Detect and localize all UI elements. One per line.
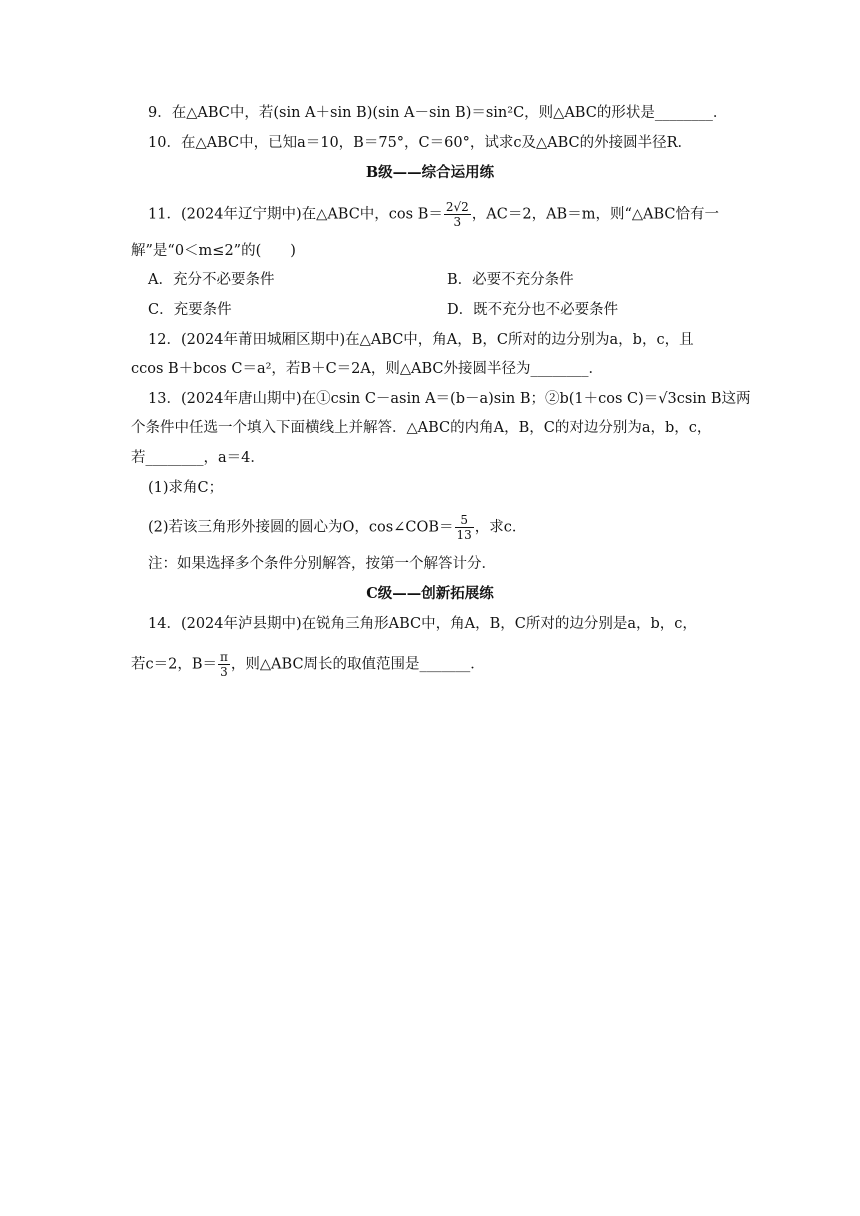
question-12-line-1: 12．(2024年莆田城厢区期中)在△ABC中，角A，B，C所对的边分别为a，b，c，且 <box>148 332 694 348</box>
question-14-lead: 若c＝2，B＝ <box>131 656 218 673</box>
angle-b-fraction <box>218 651 230 678</box>
question-10: 10．在△ABC中，已知a＝10，B＝75°，C＝60°，试求c及△ABC的外接圆半径R． <box>148 135 693 151</box>
angle-b-denominator: 3 <box>220 665 228 679</box>
part-2-tail: ，求c． <box>474 519 527 536</box>
angle-b-numerator: π <box>220 650 228 664</box>
question-9: 9．在△ABC中，若(sin A＋sin B)(sin A－sin B)＝sin²C，则△ABC的形状是________． <box>148 105 728 121</box>
question-13-line-2: 个条件中任选一个填入下面横线上并解答．△ABC的内角A，B，C的对边分别为a，b，c， <box>131 420 712 436</box>
question-13-line-1: 13．(2024年唐山期中)在①csin C－asin A＝(b－a)sin B；②b(1＋cos C)＝√3csin B这两 <box>148 391 751 407</box>
question-13-part-1: (1)求角C； <box>148 480 224 496</box>
cos-cob-fraction <box>455 514 474 541</box>
question-14-tail: ，则△ABC周长的取值范围是_______． <box>230 656 485 673</box>
cos-cob-denominator: 13 <box>456 528 472 542</box>
cos-b-numerator: 2√2 <box>445 200 469 214</box>
question-11-line-2: 解”是“0＜m≤2”的( ) <box>131 243 296 259</box>
option-d: D．既不充分也不必要条件 <box>447 302 619 318</box>
question-13-note: 注：如果选择多个条件分别解答，按第一个解答计分． <box>148 556 496 572</box>
question-14-line-2 <box>131 651 485 678</box>
question-14-line-1: 14．(2024年泸县期中)在锐角三角形ABC中，角A，B，C所对的边分别是a，b，c， <box>148 616 697 632</box>
section-heading-b: B级——综合运用练 <box>365 164 495 181</box>
option-b: B．必要不充分条件 <box>447 272 574 288</box>
question-12-line-2: ccos B＋bcos C＝a²，若B＋C＝2A，则△ABC外接圆半径为________． <box>131 361 603 377</box>
question-13-line-3: 若________，a＝4． <box>131 450 265 466</box>
question-11-lead: 11．(2024年辽宁期中)在△ABC中，cos B＝ <box>148 206 443 223</box>
question-13-part-2 <box>148 514 526 541</box>
section-heading-c: C级——创新拓展练 <box>366 585 494 602</box>
option-a: A．充分不必要条件 <box>148 272 275 288</box>
cos-cob-numerator: 5 <box>455 514 474 528</box>
question-11-tail: ，AC＝2，AB＝m，则“△ABC恰有一 <box>471 206 720 223</box>
cos-b-denominator: 3 <box>453 215 462 229</box>
part-2-lead: (2)若该三角形外接圆的圆心为O，cos∠COB＝ <box>148 519 454 536</box>
cos-b-fraction <box>444 201 471 228</box>
option-c: C．充要条件 <box>148 302 232 318</box>
question-11-line-1 <box>148 201 719 228</box>
